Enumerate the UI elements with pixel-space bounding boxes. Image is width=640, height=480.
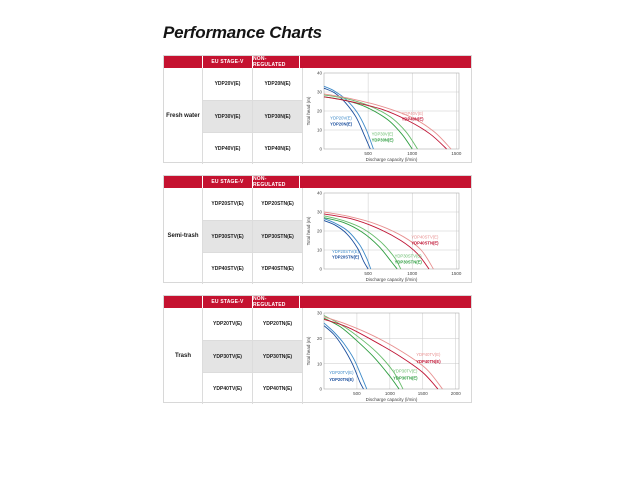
model-cell-stage-v: YDP30TV(E) — [203, 341, 253, 372]
curve-label: YDP40V(E) — [401, 110, 424, 116]
header-chart-spacer — [300, 296, 471, 308]
curve-label: YDP40TN(E) — [416, 359, 441, 365]
performance-chart-trash — [304, 308, 472, 403]
header-eu-stage-v: EU STAGE-V — [203, 296, 253, 308]
y-tick-label: 0 — [319, 266, 322, 272]
y-tick-label: 30 — [316, 310, 322, 316]
x-tick-label: 1000 — [407, 271, 418, 276]
y-axis-title: Total head (m) — [306, 216, 311, 246]
model-cell-non-regulated: YDP40TN(E) — [262, 385, 293, 392]
model-table — [203, 68, 303, 164]
x-tick-label: 500 — [364, 271, 372, 276]
x-axis-title: Discharge capacity (l/min) — [365, 397, 418, 402]
header-category-cell — [164, 296, 203, 308]
model-cell-stage-v: YDP40STV(E) — [203, 253, 253, 284]
x-tick-label: 1000 — [384, 391, 395, 396]
curve-label: YDP20V(E) — [330, 115, 352, 121]
y-tick-label: 20 — [316, 228, 322, 234]
model-cell-non-regulated: YDP40STN(E) — [261, 265, 294, 272]
model-cell-stage-v: YDP40V(E) — [203, 133, 253, 164]
table-row — [203, 308, 302, 340]
header-non-regulated: NON-REGULATED — [253, 296, 300, 308]
curve-label: YDP30V(E) — [371, 131, 394, 137]
x-tick-label: 500 — [353, 391, 361, 396]
table-header-row — [164, 296, 471, 308]
y-tick-label: 10 — [316, 361, 322, 367]
curve-label: YDP20N(E) — [330, 121, 353, 127]
curve-label: YDP30STV(E) — [394, 253, 422, 259]
category-label: Trash — [164, 308, 203, 404]
curve-label: YDP40STN(E) — [411, 240, 439, 246]
model-cell-stage-v: YDP30STV(E) — [203, 221, 253, 252]
model-cell-non-regulated: YDP30STN(E) — [261, 233, 294, 240]
x-tick-label: 1500 — [417, 391, 428, 396]
table-row — [203, 100, 302, 132]
x-tick-label: 500 — [364, 151, 372, 156]
y-tick-label: 40 — [316, 70, 322, 76]
header-non-regulated: NON-REGULATED — [253, 176, 300, 188]
y-axis-title: Total head (m) — [306, 96, 311, 126]
header-category-cell — [164, 176, 203, 188]
table-row — [203, 372, 302, 404]
table-header-row — [164, 176, 471, 188]
curve-label: YDP30N(E) — [371, 137, 394, 143]
curve-label: YDP30TN(E) — [393, 375, 418, 381]
category-label: Semi-trash — [164, 188, 203, 284]
model-cell-non-regulated: YDP20N(E) — [264, 81, 291, 87]
model-cell-non-regulated: YDP30TN(E) — [262, 353, 293, 360]
section-trash — [163, 295, 472, 403]
model-cell-non-regulated: YDP20STN(E) — [261, 201, 294, 207]
y-axis-title: Total head (m) — [306, 336, 311, 366]
header-eu-stage-v: EU STAGE-V — [203, 56, 253, 68]
x-tick-label: 2000 — [450, 391, 461, 396]
table-row — [203, 220, 302, 252]
curve-label: YDP20STV(E) — [331, 248, 359, 254]
model-cell-stage-v: YDP40TV(E) — [203, 373, 253, 404]
model-cell-non-regulated: YDP40N(E) — [264, 145, 291, 152]
y-tick-label: 0 — [319, 386, 322, 392]
header-category-cell — [164, 56, 203, 68]
performance-chart-fresh-water — [304, 68, 472, 163]
y-tick-label: 10 — [316, 127, 322, 133]
x-axis-title: Discharge capacity (l/min) — [365, 157, 418, 162]
table-row — [203, 132, 302, 164]
x-tick-label: 1500 — [451, 151, 462, 156]
y-tick-label: 40 — [316, 190, 322, 196]
model-cell-stage-v: YDP20V(E) — [203, 68, 253, 100]
model-table — [203, 188, 303, 284]
y-tick-label: 20 — [316, 108, 322, 114]
curve-label: YDP20TN(E) — [329, 376, 354, 382]
model-cell-stage-v: YDP30V(E) — [203, 101, 253, 132]
y-tick-label: 20 — [316, 335, 322, 341]
table-header-row — [164, 56, 471, 68]
model-cell-stage-v: YDP20STV(E) — [203, 188, 253, 220]
header-eu-stage-v: EU STAGE-V — [203, 176, 253, 188]
model-cell-stage-v: YDP20TV(E) — [203, 308, 253, 340]
x-tick-label: 1500 — [451, 271, 462, 276]
model-cell-non-regulated: YDP20TN(E) — [262, 321, 293, 327]
y-tick-label: 30 — [316, 209, 322, 215]
curve-label: YDP40N(E) — [401, 116, 424, 122]
curve-label: YDP30TV(E) — [393, 368, 418, 374]
table-row — [203, 340, 302, 372]
curve-label: YDP20TV(E) — [329, 369, 354, 375]
header-non-regulated: NON-REGULATED — [253, 56, 300, 68]
page-title: Performance Charts — [163, 23, 322, 42]
performance-chart-semi-trash — [304, 188, 472, 283]
y-tick-label: 0 — [319, 146, 322, 152]
curve-label: YDP40STV(E) — [411, 234, 439, 240]
table-row — [203, 252, 302, 284]
x-axis-title: Discharge capacity (l/min) — [365, 277, 418, 282]
model-table — [203, 308, 303, 404]
table-row — [203, 188, 302, 220]
y-tick-label: 30 — [316, 89, 322, 95]
curve-label: YDP20STN(E) — [331, 254, 360, 260]
x-tick-label: 1000 — [407, 151, 418, 156]
model-cell-non-regulated: YDP30N(E) — [264, 113, 291, 120]
section-semi-trash — [163, 175, 472, 283]
category-label: Fresh water — [164, 68, 203, 164]
table-row — [203, 68, 302, 100]
section-fresh-water — [163, 55, 472, 163]
header-chart-spacer — [300, 176, 471, 188]
header-chart-spacer — [300, 56, 471, 68]
curve-label: YDP30STN(E) — [394, 259, 422, 265]
curve-label: YDP40TV(E) — [416, 352, 441, 358]
y-tick-label: 10 — [316, 247, 322, 253]
